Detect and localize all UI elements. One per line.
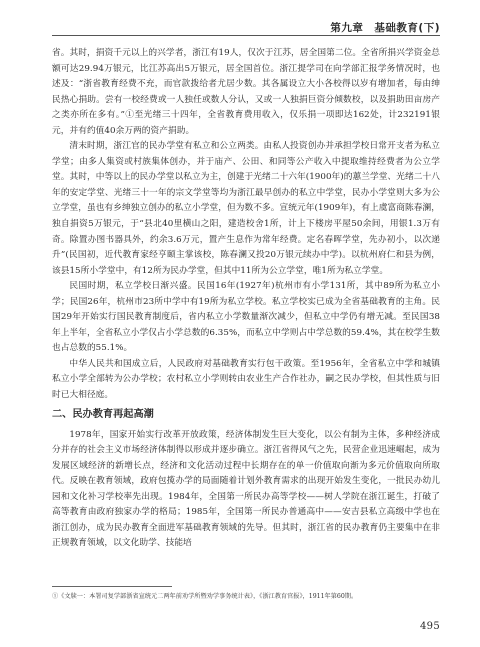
footnote: ①《文牍一：本署司复学部浙省宣统元二两年前劝学所暨劝学事务统计表》，《浙江教育官报》，1911年第60期。 bbox=[52, 593, 358, 600]
footnote-rule bbox=[52, 586, 172, 587]
paragraph: 中华人民共和国成立后，人民政府对基础教育实行包干政策。至1956年，全省私立中学和城镇私立小学全部转为公办学校；农村私立小学则转由农业生产合作社办，嗣之民办学校，但其性质与旧时已大相径庭。 bbox=[52, 358, 440, 401]
paragraph: 1978年，国家开始实行改革开放政策，经济体制发生巨大变化，以公有制为主体，多种经济成分并存的社会主义市场经济体制得以形成并逐步确立。浙江省得风气之先，民营企业迅速崛起，成为发展区域经济的新增长点，经济和文化活动过程中长期存在的单一价值取向渐为多元价值取向所取代。反映在教育领域，政府包揽办学的局面随着计划外教育需求的出现开始发生变化，一批民办幼儿园和文化补习学校率先出现。1984年，全国第一所民办高等学校——树人学院在浙江诞生，打破了高等教育由政府独家办学的格局；1985年，全国第一所民办普通高中——安吉县私立高级中学也在浙江创办，成为民办教育全面进军基础教育领域的先导。但其时，浙江省的民办教育仍主要集中在非正规教育领域，以文化助学、技能培 bbox=[52, 429, 440, 549]
paragraph: 清末时期，浙江官的民办学堂有私立和公立两类。由私人投资创办并承担学校日常开支者为私立学堂；由多人集资或村族集体创办，并于庙产、公田、和同等公产收入中提取维持经费者为公立学堂。其时，中等以上的民办学堂以私立为主，创建于光绪二十六年(1900年)的蕙兰学堂、光绪二十八年的安定学堂、光绪三十一年的宗文学堂等均为浙江最早创办的私立中学堂，民办小学堂则大多为公立学堂，虽也有乡绅独立创办的私立小学堂，但为数不多。宣统元年(1909年)，有上虞富商陈春澜，独自捐资5万银元，于“县北40里横山之阳，建造校舍1所，计上下楼房平屋50余间，用银1.3万有奇。除置办图书器具外，约余3.6万元，置产生息作为常年经费。定名春晖学堂，先办初小，以次递升”(民国初，近代教育家经亨颐主掌该校，陈春澜又投20万银元续办中学)。以杭州府仁和县为例，该县15所小学堂中，有12所为民办学堂，但其中11所为公立学堂，唯1所为私立学堂。 bbox=[52, 141, 440, 276]
paragraph: 省。其时，捐资千元以上的兴学者，浙江有19人，仅次于江苏，居全国第二位。全省所捐兴学资金总额可达29.94万银元，比江苏高出5万银元，居全国首位。浙江提学司在向学部汇报学务情况时，也述及：“浙省教育经费不充，而官款拨给者尤居少数。其各属设立大小各校得以岁有增加者，每由绅民热心捐助。尝有一校经费或一人独任或数人分认，又或一人独捐巨资分倾数校，以及捐助田亩房产之类亦所在多有。”①至光绪三十四年，全省教育费用收入，仅乐捐一项即达162处，计232191银元，并有约值40余万两的资产捐助。 bbox=[52, 48, 440, 136]
chapter-title: 第九章 基础教育(下) bbox=[330, 22, 440, 34]
section-heading: 二、民办教育再起高潮 bbox=[52, 408, 154, 420]
page-number: 495 bbox=[420, 621, 440, 632]
header-rule bbox=[52, 35, 440, 36]
running-header bbox=[52, 20, 440, 34]
body-text bbox=[52, 46, 440, 552]
paragraph: 民国时期，私立学校日渐兴盛。民国16年(1927年)杭州市有小学131所，其中89所为私立小学；民国26年，杭州市23所中学中有19所为私立学校。私立学校实已成为全省基础教育的主角。民国29年开始实行国民教育制度后，省内私立小学数量渐次减少，但私立中学仍有增无减。至民国38年上半年，全省私立小学仅占小学总数的6.35%，而私立中学则占中学总数的59.4%，其在校学生数也占总数的55.1%。 bbox=[52, 281, 440, 354]
